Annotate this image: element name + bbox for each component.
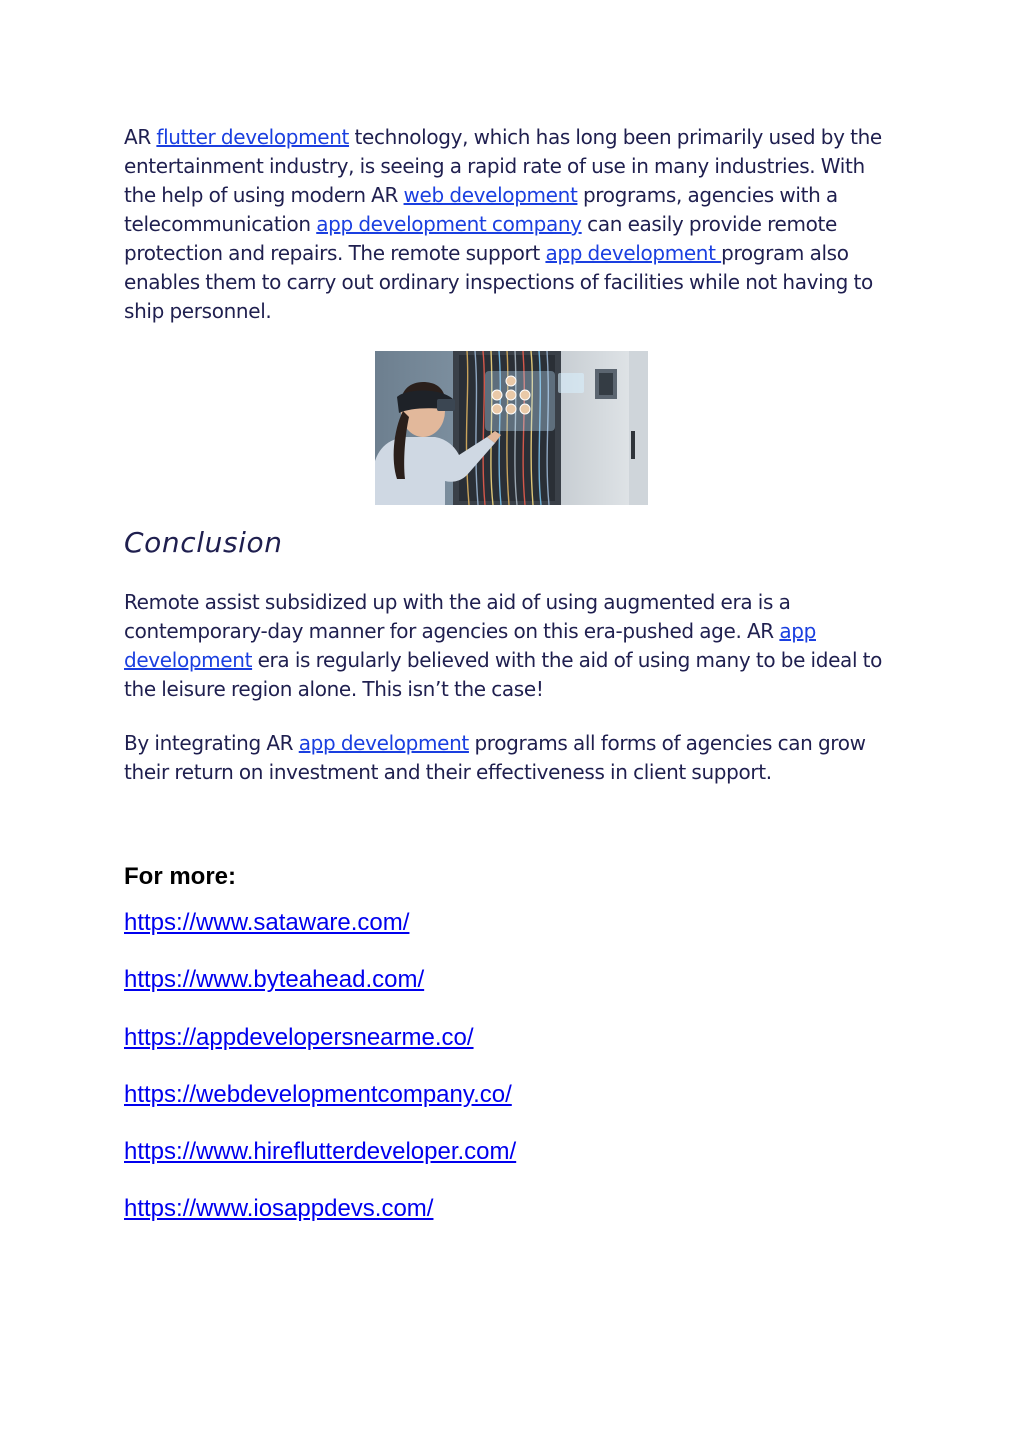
intro-text-3: can easily provide remote protection and repairs. The remote support <box>124 212 837 265</box>
intro-text-lead: AR <box>124 125 157 149</box>
ar-headset-photo <box>375 351 648 505</box>
conclusion-p2-text-2: programs all forms of agencies can grow their return on investment and their effectiveness in client support. <box>124 731 866 784</box>
conclusion-p1-text-2: era is regularly believed with the aid of using many to be ideal to the leisure region alone. This isn’t the case! <box>124 648 883 701</box>
url-list <box>124 906 516 1250</box>
link-appdevelopersnearme[interactable]: https://appdevelopersnearme.co/ <box>124 1023 474 1051</box>
intro-text-2: programs, agencies with a telecommunication <box>124 183 838 236</box>
link-iosappdevs[interactable]: https://www.iosappdevs.com/ <box>124 1195 434 1223</box>
url-list-item <box>124 1078 516 1135</box>
link-app-development-company[interactable]: app development company <box>316 212 582 236</box>
link-flutter-development[interactable]: flutter development <box>156 125 350 149</box>
conclusion-paragraph-2 <box>124 729 899 787</box>
intro-text-4: program also enables them to carry out ordinary inspections of facilities while not having to ship personnel. <box>124 241 873 323</box>
link-app-development-3[interactable]: app development <box>298 731 469 755</box>
link-app-development[interactable]: app development <box>545 241 722 265</box>
conclusion-p1-text-1: Remote assist subsidized up with the aid of using augmented era is a contemporary-day manner for agencies on this era-pushed age. AR <box>124 590 791 643</box>
link-hireflutterdeveloper[interactable]: https://www.hireflutterdeveloper.com/ <box>124 1138 517 1166</box>
url-list-item <box>124 1135 516 1192</box>
link-sataware[interactable]: https://www.sataware.com/ <box>124 909 410 936</box>
conclusion-paragraph-1 <box>124 588 899 704</box>
link-web-development[interactable]: web development <box>403 183 578 207</box>
url-list-item <box>124 963 516 1020</box>
link-app-development-2[interactable]: app development <box>124 619 816 672</box>
intro-text-1: technology, which has long been primarily used by the entertainment industry, is seeing a rapid rate of use in many industries. With the help of using modern AR <box>124 125 882 207</box>
link-webdevelopmentcompany[interactable]: https://webdevelopmentcompany.co/ <box>124 1080 512 1108</box>
ar-headset-photo-icon <box>375 351 648 505</box>
conclusion-p2-text-1: By integrating AR <box>124 731 299 755</box>
link-byteahead[interactable]: https://www.byteahead.com/ <box>124 966 425 994</box>
conclusion-heading: Conclusion <box>124 526 283 559</box>
url-list-item <box>124 1021 516 1078</box>
url-list-item <box>124 906 516 963</box>
intro-paragraph <box>124 123 899 326</box>
url-list-item <box>124 1192 516 1249</box>
for-more-label: For more: <box>124 863 237 890</box>
